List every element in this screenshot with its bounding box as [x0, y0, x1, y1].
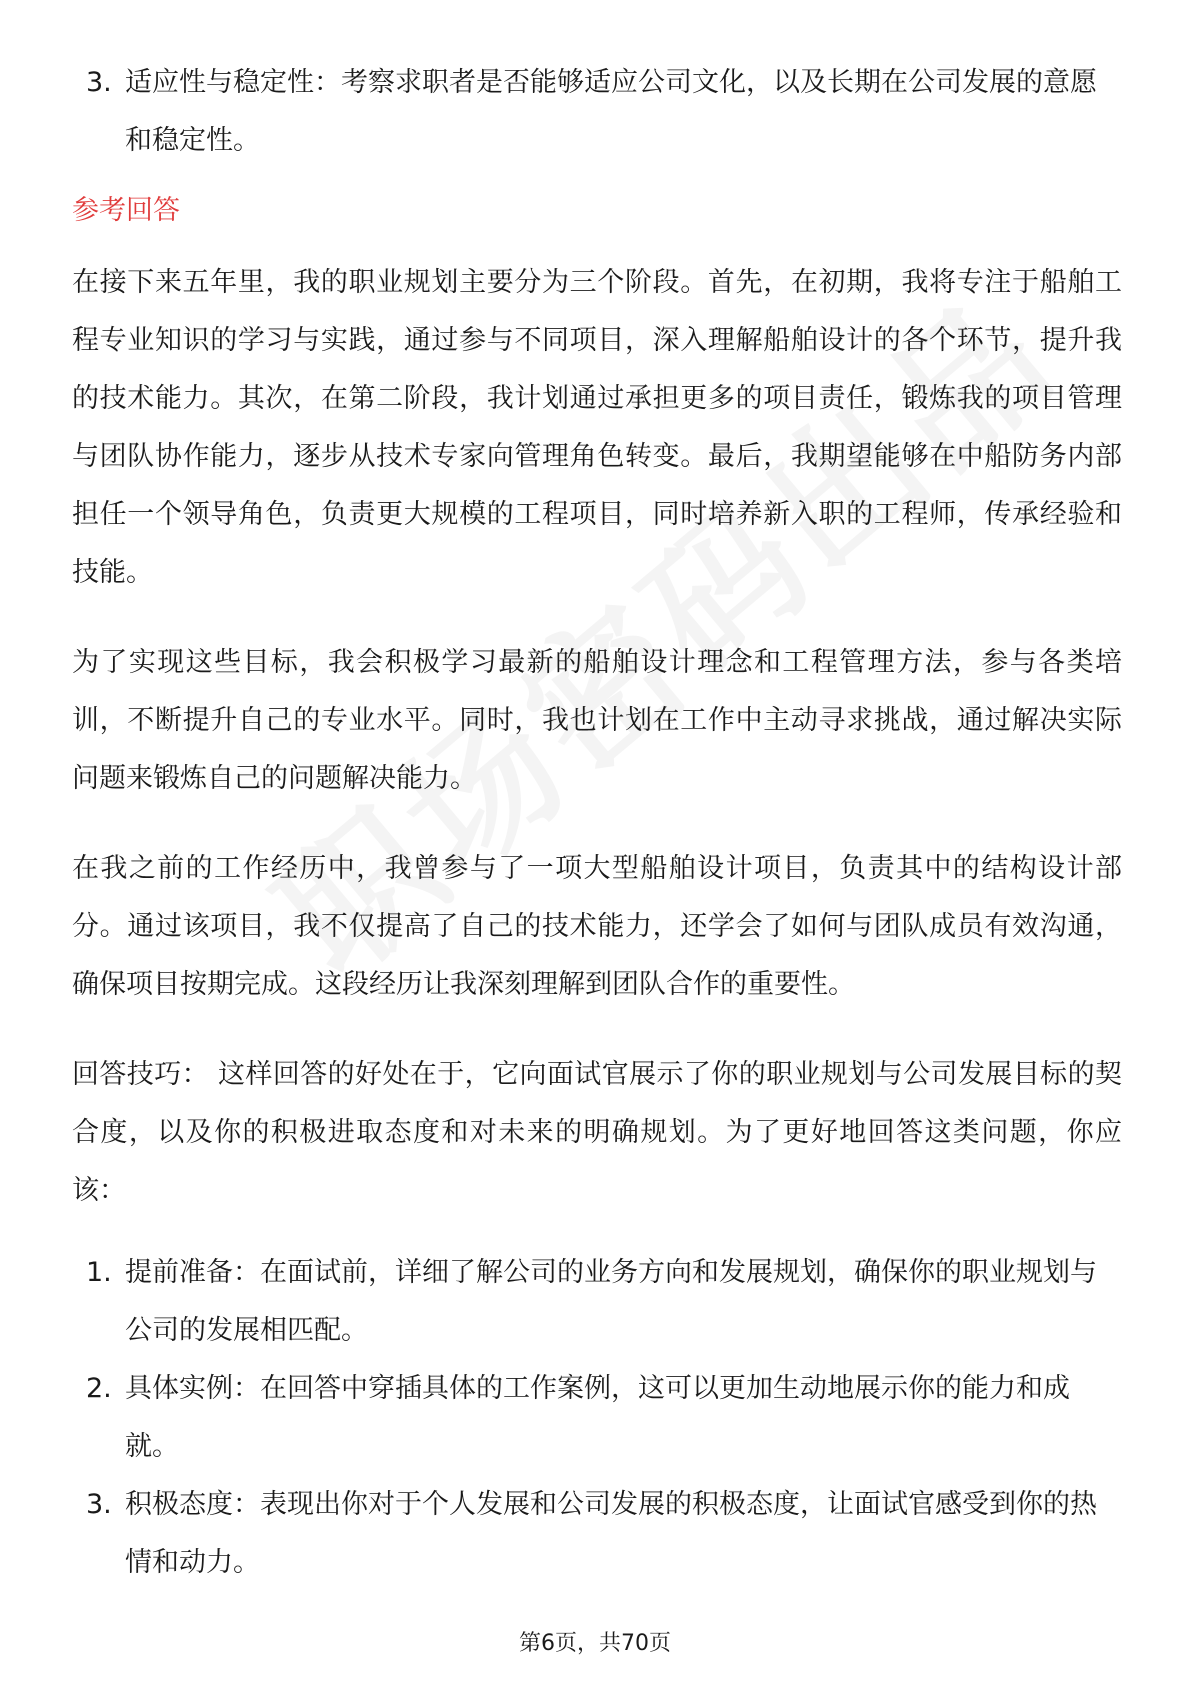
criteria-list — [72, 54, 1122, 170]
list-item-number: 1. — [86, 1257, 112, 1288]
list-item-text: 适应性与稳定性：考察求职者是否能够适应公司文化，以及长期在公司发展的意愿和稳定性。 — [125, 67, 1097, 156]
page-content — [72, 54, 1122, 1592]
tips-paragraph: 回答技巧： 这样回答的好处在于，它向面试官展示了你的职业规划与公司发展目标的契合度，以及你的积极进取态度和对未来的明确规划。为了更好地回答这类问题，你应该： — [72, 1059, 1122, 1206]
list-item — [72, 54, 1122, 170]
list-item-number: 3. — [86, 1489, 112, 1520]
answer-paragraph: 为了实现这些目标，我会积极学习最新的船舶设计理念和工程管理方法，参与各类培训，不断提升自己的专业水平。同时，我也计划在工作中主动寻求挑战，通过解决实际问题来锻炼自己的问题解决能力。 — [72, 647, 1122, 794]
tips-list — [72, 1244, 1122, 1592]
list-item — [72, 1360, 1122, 1476]
page-number: 第6页，共70页 — [519, 1631, 671, 1656]
list-item-number: 3. — [86, 67, 112, 98]
list-item — [72, 1244, 1122, 1360]
list-item-text: 积极态度：表现出你对于个人发展和公司发展的积极态度，让面试官感受到你的热情和动力。 — [125, 1489, 1097, 1578]
answer-paragraph: 在我之前的工作经历中，我曾参与了一项大型船舶设计项目，负责其中的结构设计部分。通过该项目，我不仅提高了自己的技术能力，还学会了如何与团队成员有效沟通，确保项目按期完成。这段经历让我深刻理解到团队合作的重要性。 — [72, 853, 1122, 1000]
list-item-text: 具体实例：在回答中穿插具体的工作案例，这可以更加生动地展示你的能力和成就。 — [125, 1373, 1070, 1462]
section-heading: 参考回答 — [72, 195, 180, 226]
list-item — [72, 1476, 1122, 1592]
answer-paragraph: 在接下来五年里，我的职业规划主要分为三个阶段。首先，在初期，我将专注于船舶工程专业知识的学习与实践，通过参与不同项目，深入理解船舶设计的各个环节，提升我的技术能力。其次，在第二阶段，我计划通过承担更多的项目责任，锻炼我的项目管理与团队协作能力，逐步从技术专家向管理角色转变。最后，我期望能够在中船防务内部担任一个领导角色，负责更大规模的工程项目，同时培养新入职的工程师，传承经验和技能。 — [72, 267, 1122, 588]
list-item-text: 提前准备：在面试前，详细了解公司的业务方向和发展规划，确保你的职业规划与公司的发展相匹配。 — [125, 1257, 1097, 1346]
list-item-number: 2. — [86, 1373, 112, 1404]
